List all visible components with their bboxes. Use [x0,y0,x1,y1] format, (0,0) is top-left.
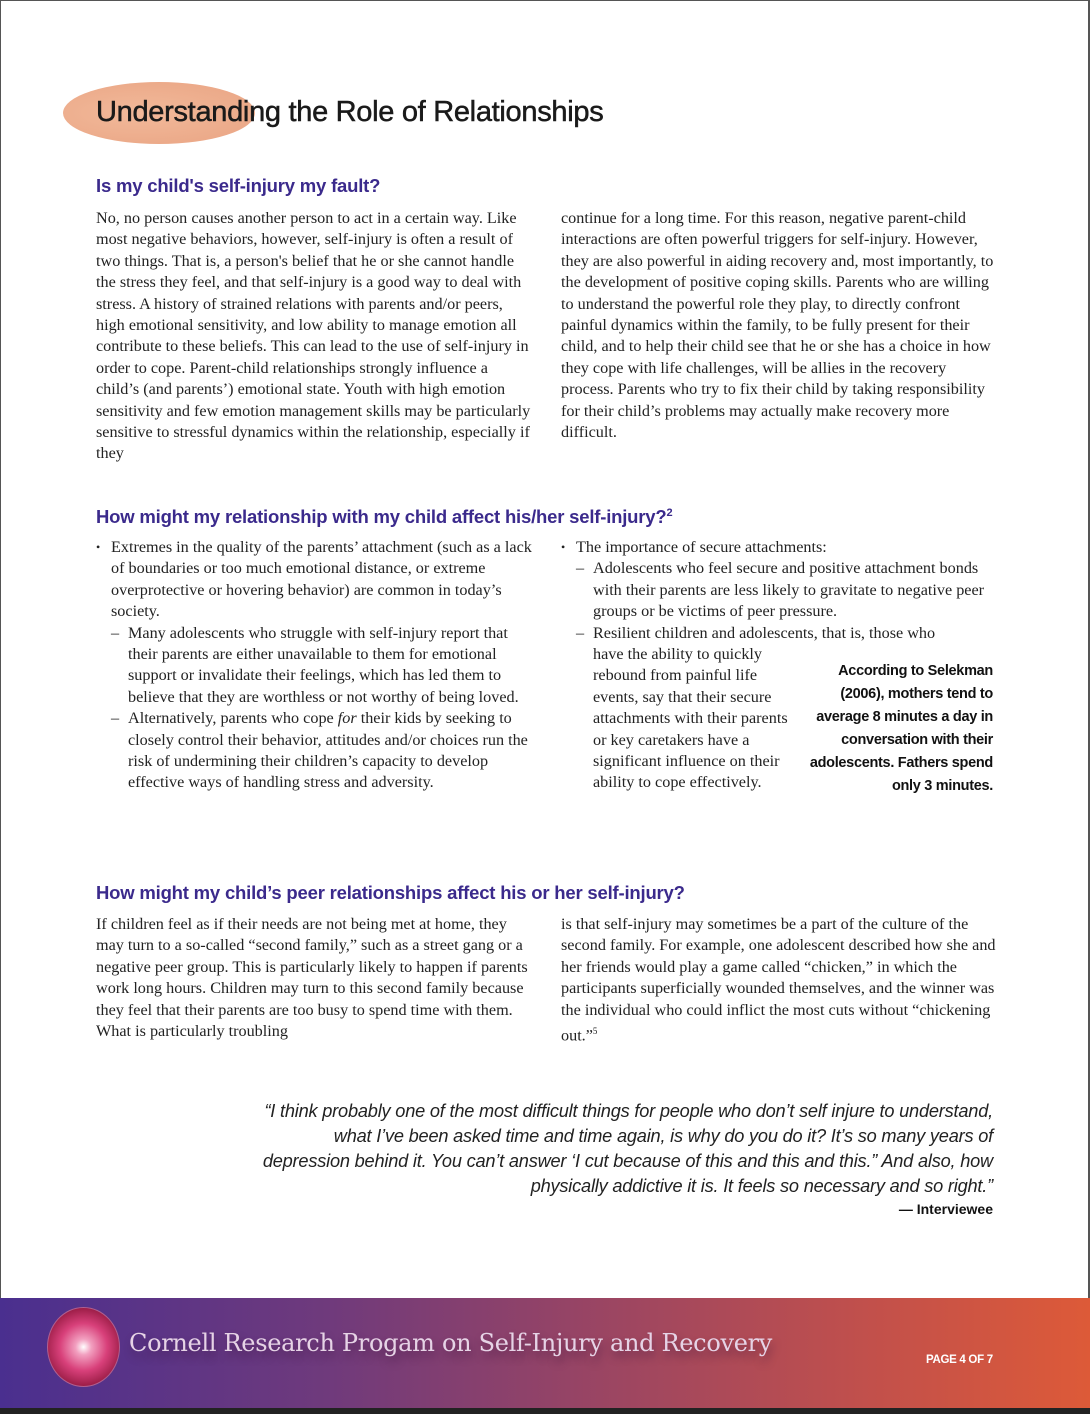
section-heading-fault: Is my child's self-injury my fault? [96,175,381,196]
list-subitem: – Adolescents who feel secure and positive attachment bonds with their parents are less likely to gravitate to negative peer groups or be victims of peer pressure. [576,558,997,622]
statistic-callout: According to Selekman (2006), mothers tend to average 8 minutes a day in conversation with their adolescents. Fathers spend only 3 minutes. [809,663,993,794]
footer-title: Cornell Research Progam on Self-Injury and Recovery [129,1329,773,1357]
list-item: • Extremes in the quality of the parents’ attachment (such as a lack of boundaries or too much emotional distance, or extreme overprotective or hovering behavior) are common in today’s society. – Many adolescents who struggle with self-injury report that their parents are either unavailable to them for emotional support or invalidate their feelings, which has led them to believe that they are worthless or not worthy of being loved. – Alternatively, parents who cope for their kids by seeking to closely control their behavior, attitudes and/or choices run the risk of undermining their children’s capacity to develop effective ways of handling stress and adversity. [96,537,534,794]
section2-left-list [96,537,534,794]
section3-right-text: is that self-injury may sometimes be a part of the culture of the second family. For example, one adolescent described how she and her friends would play a game called “chicken,” in which the participants superficially wounded themselves, and the winner was the individual who could inflict the most cuts without “chickening out.”$^5$ [561,915,996,1045]
logo-icon [47,1307,120,1387]
list-item: • The importance of secure attachments: – Adolescents who feel secure and positive attachment bonds with their parents are less likely to gravitate to negative peer groups or be victims of peer pressure. – Resilient children and adolescents, that is, those who have the ability to quickly rebound from painful life events, say that their secure attachments with their parents or key caretakers have a significant influence on their ability to cope effectively. [561,537,997,794]
list-subitem: – Alternatively, parents who cope for their kids by seeking to closely control their behavior, attitudes and/or choices run the risk of undermining their children’s capacity to develop effective ways of handling stress and adversity. [111,708,534,794]
section-heading-relationship: How might my relationship with my child affect his/her self-injury?$^2$ [96,506,673,527]
section1-left-text: No, no person causes another person to act in a certain way. Like most negative behaviors, however, self-injury is often a result of two things. That is, a person's belief that he or she cannot handle the stress they feel, and that self-injury is a good way to deal with stress. A history of strained relations with parents and/or peers, high emotional sensitivity, and low ability to manage emotion all contribute to these beliefs. This can lead to the use of self-injury in order to cope. Parent-child relationships strongly influence a child’s (and parents’) emotional state. Youth with high emotion sensitivity and few emotion management skills may be particularly sensitive to stressful dynamics within the relationship, especially if they [96,209,531,463]
page-title: Understanding the Role of Relationships [96,96,604,128]
section-heading-peers: How might my child’s peer relationships affect his or her self-injury? [96,882,685,903]
list-subitem: – Many adolescents who struggle with self-injury report that their parents are either unavailable to them for emotional support or invalidate their feelings, which has led them to believe that they are worthless or not worthy of being loved. [111,623,534,709]
footnote-ref: 2 [666,506,673,519]
quote-attribution: — Interviewee [898,1201,993,1217]
page-number: PAGE 4 OF 7 [926,1354,993,1366]
section1-right-text: continue for a long time. For this reason, negative parent-child interactions are often powerful triggers for self-injury. However, they are also powerful in aiding recovery and, most importantly, to the development of positive coping skills. Parents who are willing to understand the powerful role they play, to directly confront painful dynamics within the family, to be fully present for their child, and to help their child see that he or she has a choice in how they cope with life challenges, will be allies in the recovery process. Parents who try to fix their child by taking responsibility for their child’s problems may actually make recovery more difficult. [561,209,994,442]
section3-left-text: If children feel as if their needs are not being met at home, they may turn to a so-called “second family,” such as a street gang or a negative peer group. This is particularly likely to happen if parents work long hours. Children may turn to this second family because they feel that their parents are too busy to spend time with them. What is particularly troubling [96,915,528,1041]
list-subitem: – Resilient children and adolescents, that is, those who have the ability to quickly rebound from painful life events, say that their secure attachments with their parents or key caretakers have a significant influence on their ability to cope effectively. [576,623,997,794]
bottom-bar [0,1408,1090,1414]
interview-quote: “I think probably one of the most difficult things for people who don’t self injure to understand, what I’ve been asked time and time again, is why do you do it? It’s so many years of depression behind it. You can’t answer ‘I cut because of this and this and this.” And also, how physically addictive it is. It feels so necessary and so right.” [262,1101,993,1196]
